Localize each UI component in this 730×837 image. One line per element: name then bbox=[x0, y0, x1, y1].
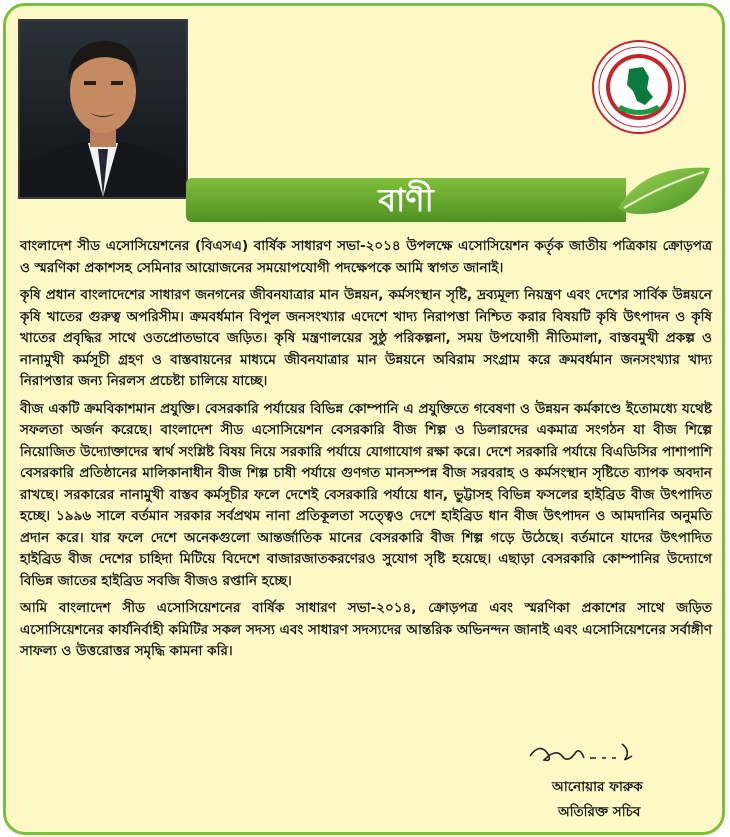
portrait-photo bbox=[18, 19, 188, 199]
handwritten-signature bbox=[526, 736, 646, 770]
page-title: বাণী bbox=[378, 181, 434, 219]
paragraph: আমি বাংলাদেশ সীড এসোসিয়েশনের বার্ষিক সাধারণ সভা-২০১৪, ক্রোড়পত্র এবং স্মরণিকা প্রকাশের সাথে জড়িত এসোসিয়েশনের কার্যনির্বাহী কমিটির সকল সদস্য এবং সাধারণ সদস্যদের আন্তরিক অভিনন্দন জানাই এবং এসোসিয়েশনের সর্বাঙ্গীণ সাফল্য ও উত্তরোত্তর সমৃদ্ধি কামনা করি। bbox=[20, 600, 712, 659]
paragraph: বীজ একটি ক্রমবিকাশমান প্রযুক্তি। বেসরকারি পর্যায়ের বিভিন্ন কোম্পানি এ প্রযুক্তিতে গবেষণা ও উন্নয়ন কর্মকাণ্ডে ইতোমধ্যে যথেষ্ট সফলতা অর্জন করেছে। বাংলাদেশ সীড এসোসিয়েশন বেসরকারি বীজ শিল্প ও ডিলারদের একমাত্র সংগঠন যা বীজ শিল্পে নিয়োজিত উদ্যোক্তাদের স্বার্থ সংশ্লিষ্ট বিষয় নিয়ে সরকারি পর্যায়ে যোগাযোগ রক্ষা করে। দেশে সরকারি পর্যায়ে বিএডিসির পাশাপাশি বেসরকারি প্রতিষ্ঠানের মালিকানাধীন বীজ শিল্প চাষী পর্যায়ে গুণগত মানসম্পন্ন বীজ সরবরাহ ও কর্মসংস্থান সৃষ্টিতে ব্যাপক অবদান রাখছে। সরকারের নানামুখী বাস্তব কর্মসূচীর ফলে দেশেই বেসরকারি পর্যায়ে ধান, ভুট্টাসহ বিভিন্ন ফসলের হাইব্রিড বীজ উৎপাদিত হচ্ছে। ১৯৯৬ সালে বর্তমান সরকার সর্বপ্রথম নানা প্রতিকূলতা সত্ত্বেও দেশে হাইব্রিড ধান বীজ উৎপাদন ও আমদানির অনুমতি প্রদান করে। যার ফলে দেশে অনেকগুলো আন্তর্জাতিক মানের বেসরকারি বীজ শিল্প গড়ে উঠেছে। বর্তমানে যাদের উৎপাদিত হাইব্রিড বীজ দেশের চাহিদা মিটিয়ে বিদেশে বাজারজাতকরণেরও সুযোগ সৃষ্টি হয়েছে। এছাড়া বেসরকারি কোম্পানির উদ্যোগে বিভিন্ন জাতের হাইব্রিড সবজি বীজও রপ্তানি হচ্ছে। bbox=[20, 400, 712, 589]
message-body bbox=[20, 236, 712, 669]
government-seal-logo bbox=[591, 39, 687, 135]
signatory-designation: অতিরিক্ত সচিব bbox=[558, 804, 641, 820]
title-banner bbox=[186, 178, 626, 222]
paragraph: কৃষি প্রধান বাংলাদেশের সাধারণ জনগনের জীবনযাত্রার মান উন্নয়ন, কর্মসংস্থান সৃষ্টি, দ্রব্যমূল্য নিয়ন্ত্রণ এবং দেশের সার্বিক উন্নয়নে কৃষি খাতের গুরুত্ব অপরিসীম। ক্রমবর্ধমান বিপুল জনসংখ্যার এদেশে খাদ্য নিরাপত্তা নিশ্চিত করার বিষয়টি কৃষি উৎপাদন ও কৃষি খাতের প্রবৃদ্ধির সাথে ওতপ্রোতভাবে জড়িত। কৃষি মন্ত্রণালয়ের সুষ্ঠু পরিকল্পনা, সময় উপযোগী নীতিমালা, বাস্তবমুখী প্রকল্প ও নানামুখী কর্মসূচী গ্রহণ ও বাস্তবায়নের মাধ্যমে জীবনযাত্রার মান উন্নয়নে অবিরাম সংগ্রাম করে ক্রমবর্ধমান জনসংখ্যার খাদ্য নিরাপত্তার জন্য নিরলস প্রচেষ্টা চালিয়ে যাচ্ছে। bbox=[20, 287, 712, 389]
green-leaf-icon bbox=[614, 162, 714, 220]
paragraph: বাংলাদেশ সীড এসোসিয়েশনের (বিএসএ) বার্ষিক সাধারণ সভা-২০১৪ উপলক্ষে এসোসিয়েশন কর্তৃক জাতীয় পত্রিকায় ক্রোড়পত্র ও স্মরণিকা প্রকাশসহ সেমিনার আয়োজনের সময়োপযোগী পদক্ষেপকে আমি স্বাগত জানাই। bbox=[20, 238, 712, 276]
signatory-name: আনোয়ার ফারুক bbox=[552, 779, 643, 795]
message-card bbox=[3, 3, 725, 835]
